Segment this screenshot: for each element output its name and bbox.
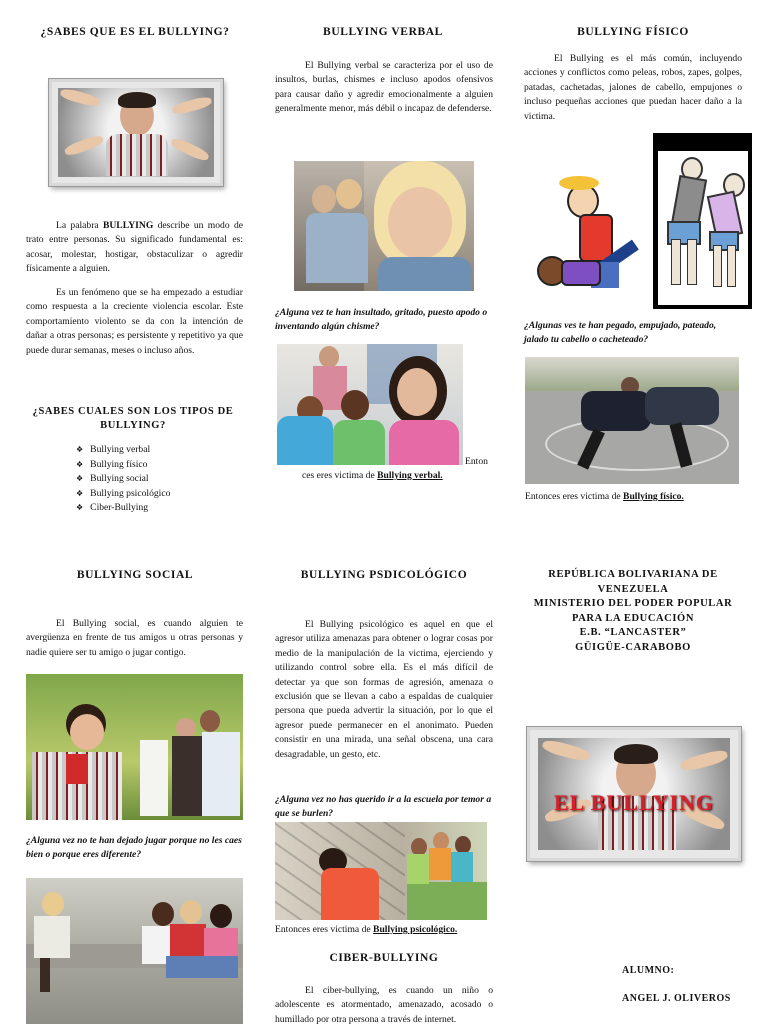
student-label: ALUMNO:	[622, 965, 675, 976]
phenomenon-paragraph: Es un fenómeno que se ha empezado a estudiar como respuesta a la creciente violencia escolar. Este comportamiento violento se da con la intención de dañar a otras personas; es persistente y repetitivo ya que puede durar semanas, meses o incluso años.	[26, 287, 243, 356]
social-paragraph: El Bullying social, es cuando alguien te avergüenza en frente de tus amigos u otras personas y nadie quiere ser tu amigo o jugar contigo.	[26, 618, 243, 658]
section-title-psicologico: BULLYING PSDICOLÓGICO	[300, 569, 468, 581]
sad-girl-photo	[294, 161, 474, 291]
header-line: REPÚBLICA BOLIVARIANA DE VENEZUELA	[548, 569, 718, 595]
verbal-question: ¿Alguna vez te han insultado, gritado, puesto apodo o inventando algún chisme?	[275, 307, 488, 332]
student-name: ANGEL J. OLIVEROS	[622, 993, 731, 1004]
section-title-ciber: CIBER-BULLYING	[329, 952, 439, 964]
list-item: ❖ Ciber-Bullying	[76, 501, 170, 516]
psicologico-caption: Entonces eres victima de Bullying psicológico.	[275, 924, 458, 935]
social-question: ¿Alguna vez no te han dejado jugar porque no les caes bien o porque eres diferente?	[26, 835, 242, 860]
fisico-question: ¿Algunas ves te han pegado, empujado, pateado, jalado tu cabello o cacheteado?	[524, 320, 717, 345]
verbal-caption-tail: Enton	[465, 456, 488, 467]
list-item: ❖ Bullying físico	[76, 458, 170, 473]
types-title: ¿SABES CUALES SON LOS TIPOS DE BULLYING?	[32, 406, 234, 431]
section-title-que-es: ¿SABES QUE ES EL BULLYING?	[40, 26, 230, 38]
list-item: ❖ Bullying social	[76, 472, 170, 487]
section-title-verbal: BULLYING VERBAL	[323, 26, 443, 38]
girls-with-phones-photo	[26, 878, 243, 1024]
list-item: ❖ Bullying psicológico	[76, 487, 170, 502]
fisico-paragraph: El Bullying es el más común, incluyendo acciones y conflictos como peleas, robos, zapes, golpes, patadas, cachetadas, jalones de cabello, empujones o incluso pequeñas acciones que puedan hacer daño a la victima.	[524, 53, 742, 122]
section-title-social: BULLYING SOCIAL	[76, 569, 194, 581]
ciber-paragraph: El ciber-bullying, es cuando un niño o adolescente es atormentado, amenazado, acosado o humillado por otra persona a través de internet.	[275, 985, 493, 1025]
schoolyard-fight-photo	[525, 357, 739, 484]
fight-cartoon-left	[533, 170, 653, 294]
school-header	[528, 568, 738, 655]
header-line: E.B. “LANCASTER”	[579, 627, 687, 638]
list-item: ❖ Bullying verbal	[76, 443, 170, 458]
psicologico-question: ¿Alguna vez no has querido ir a la escuela por temor a que se burlen?	[275, 794, 492, 819]
header-line: MINISTERIO DEL PODER POPULAR PARA LA EDUCACIÓN	[533, 598, 733, 624]
section-title-fisico: BULLYING FÍSICO	[577, 26, 689, 38]
intro-paragraph: La palabra BULLYING describe un modo de trato entre personas. Su significado fundamental es: acosar, molestar, hostigar, obstaculizar o agredir físicamente a alguien.	[26, 220, 243, 275]
fight-cartoon-right	[653, 133, 752, 309]
girls-whispering-photo	[277, 344, 463, 465]
types-list	[76, 443, 170, 516]
psicologico-paragraph: El Bullying psicológico es aquel en que el agresor utiliza amenazas para obtener o lograr cosas por medio de la manipulación de la victima, ejerciendo y utilizando control sobre ella. Es el más difícil de detectar ya que son formas de agresión, amenaza o exclusión que se llevan a cabo a espaldas de cualquier persona que pueda advertir la situación, por lo que el agresor puede permanecer en el anonimato. Pueden consistir en una mirada, una señal obscena, una cara desagradable, un gesto, etc.	[275, 619, 493, 760]
header-line: GÜIGÜE-CARABOBO	[575, 641, 691, 653]
cover-photo	[527, 727, 741, 861]
cover-title: EL BULLYING	[554, 790, 714, 815]
excluded-boy-photo	[26, 674, 243, 820]
verbal-caption: ces eres victima de Bullying verbal.	[302, 470, 443, 481]
verbal-paragraph: El Bullying verbal se caracteriza por el uso de insultos, burlas, chismes e incluso apodos ofensivos para causar daño y agredir emocionalmente a alguien generalmente menor, más débil o incapaz de defenderse.	[275, 60, 493, 115]
graffiti-wall-photo	[275, 822, 487, 920]
pointing-fingers-photo	[49, 79, 223, 186]
fisico-caption: Entonces eres victima de Bullying físico.	[525, 491, 684, 502]
